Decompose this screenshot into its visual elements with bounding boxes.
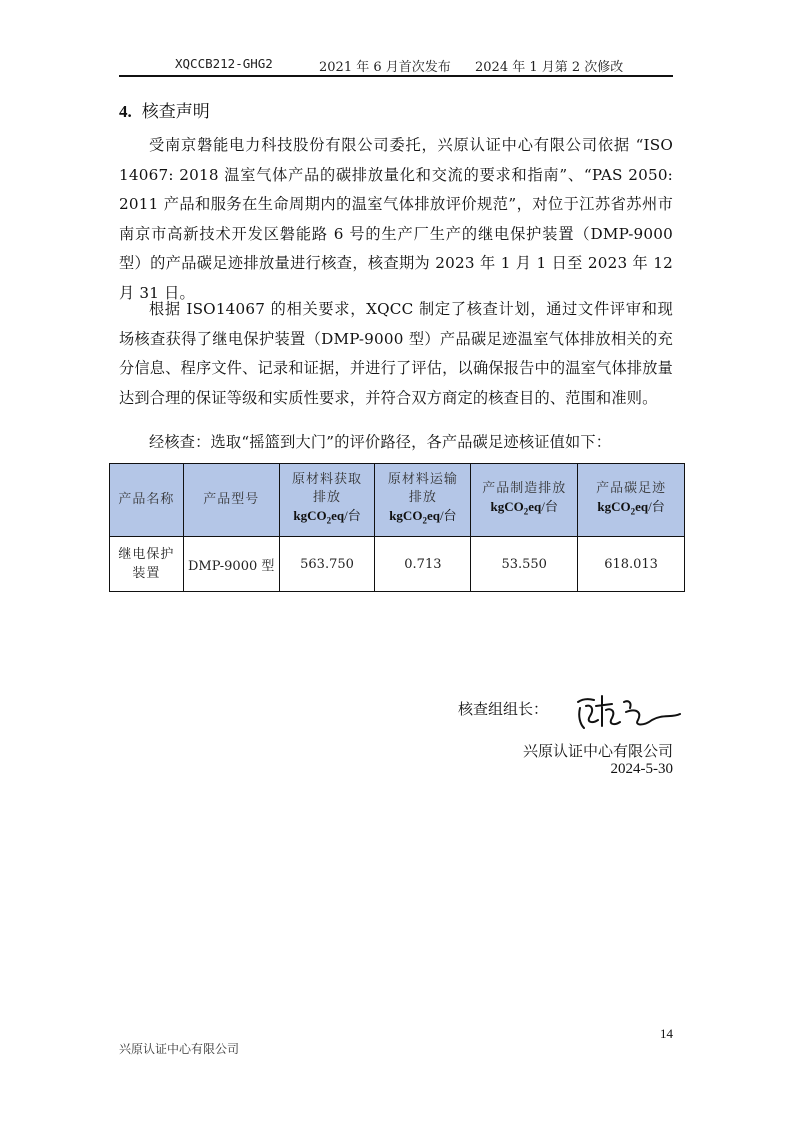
paragraph-method: 根据 ISO14067 的相关要求，XQCC 制定了核查计划，通过文件评审和现场核查获得了继电保护装置（DMP-9000 型）产品碳足迹温室气体排放相关的充分信息、程序文件、记录和证据，并进行了评估，以确保报告中的温室气体排放量达到合理的保证等级和实质性要求，并符合双方商定的核查目的、范围和准则。 [119,300,673,407]
col-header-raw-material: 原材料获取 排放 kgCO$_2$eq/台 [279,464,375,537]
cell-manufacturing: 53.550 [471,537,578,592]
cell-product-name: 继电保护 装置 [110,537,184,592]
cell-transport: 0.713 [375,537,471,592]
page-number: 14 [660,1026,673,1041]
unit-label: kgCO$_2$eq/台 [389,507,457,526]
unit-label: kgCO$_2$eq/台 [597,498,665,517]
table-header-row [110,464,685,537]
unit-label: kgCO$_2$eq/台 [490,498,558,517]
section-title: 核查声明 [141,102,210,122]
certifier-company: 兴原认证中心有限公司 [522,742,673,760]
carbon-footprint-table [109,463,685,592]
col-header-manufacturing: 产品制造排放 kgCO$_2$eq/台 [471,464,578,537]
team-leader-label: 核查组组长： [458,700,549,718]
sign-date: 2024-5-30 [610,761,673,777]
table-row [110,537,685,592]
revision-date: 2024 年 1 月第 2 次修改 [475,60,624,75]
unit-label: kgCO$_2$eq/台 [293,507,361,526]
paragraph-result-intro: 经核查：选取“摇篮到大门”的评价路径，各产品碳足迹核证值如下： [149,433,612,451]
publish-date: 2021 年 6 月首次发布 [319,60,451,75]
header-divider [119,75,673,77]
signature-image [572,688,687,733]
col-header-transport: 原材料运输 排放 kgCO$_2$eq/台 [375,464,471,537]
cell-raw-material: 563.750 [279,537,375,592]
col-header-model: 产品型号 [183,464,279,537]
footer-company: 兴原认证中心有限公司 [119,1042,240,1056]
page-header [119,56,673,76]
col-header-total: 产品碳足迹 kgCO$_2$eq/台 [578,464,685,537]
cell-model: DMP-9000 型 [183,537,279,592]
col-header-product-name: 产品名称 [110,464,184,537]
section-heading [119,97,210,122]
section-number: 4. [119,102,132,121]
doc-code: XQCCB212-GHG2 [175,56,273,71]
cell-total: 618.013 [578,537,685,592]
paragraph-commission: 受南京磐能电力科技股份有限公司委托，兴原认证中心有限公司依据 “ISO 14067: 2018 温室气体产品的碳排放量化和交流的要求和指南”、“PAS 2050: 2011 产品和服务在生命周期内的温室气体排放评价规范”，对位于江苏省苏州市南京市高新技术开发区磐能路 6 号的生产厂生产的继电保护装置（DMP-9000 型）的产品碳足迹排放量进行核查，核查期为 2023 年 1 月 1 日至 2023 年 12 月 31 日。 [119,136,673,302]
